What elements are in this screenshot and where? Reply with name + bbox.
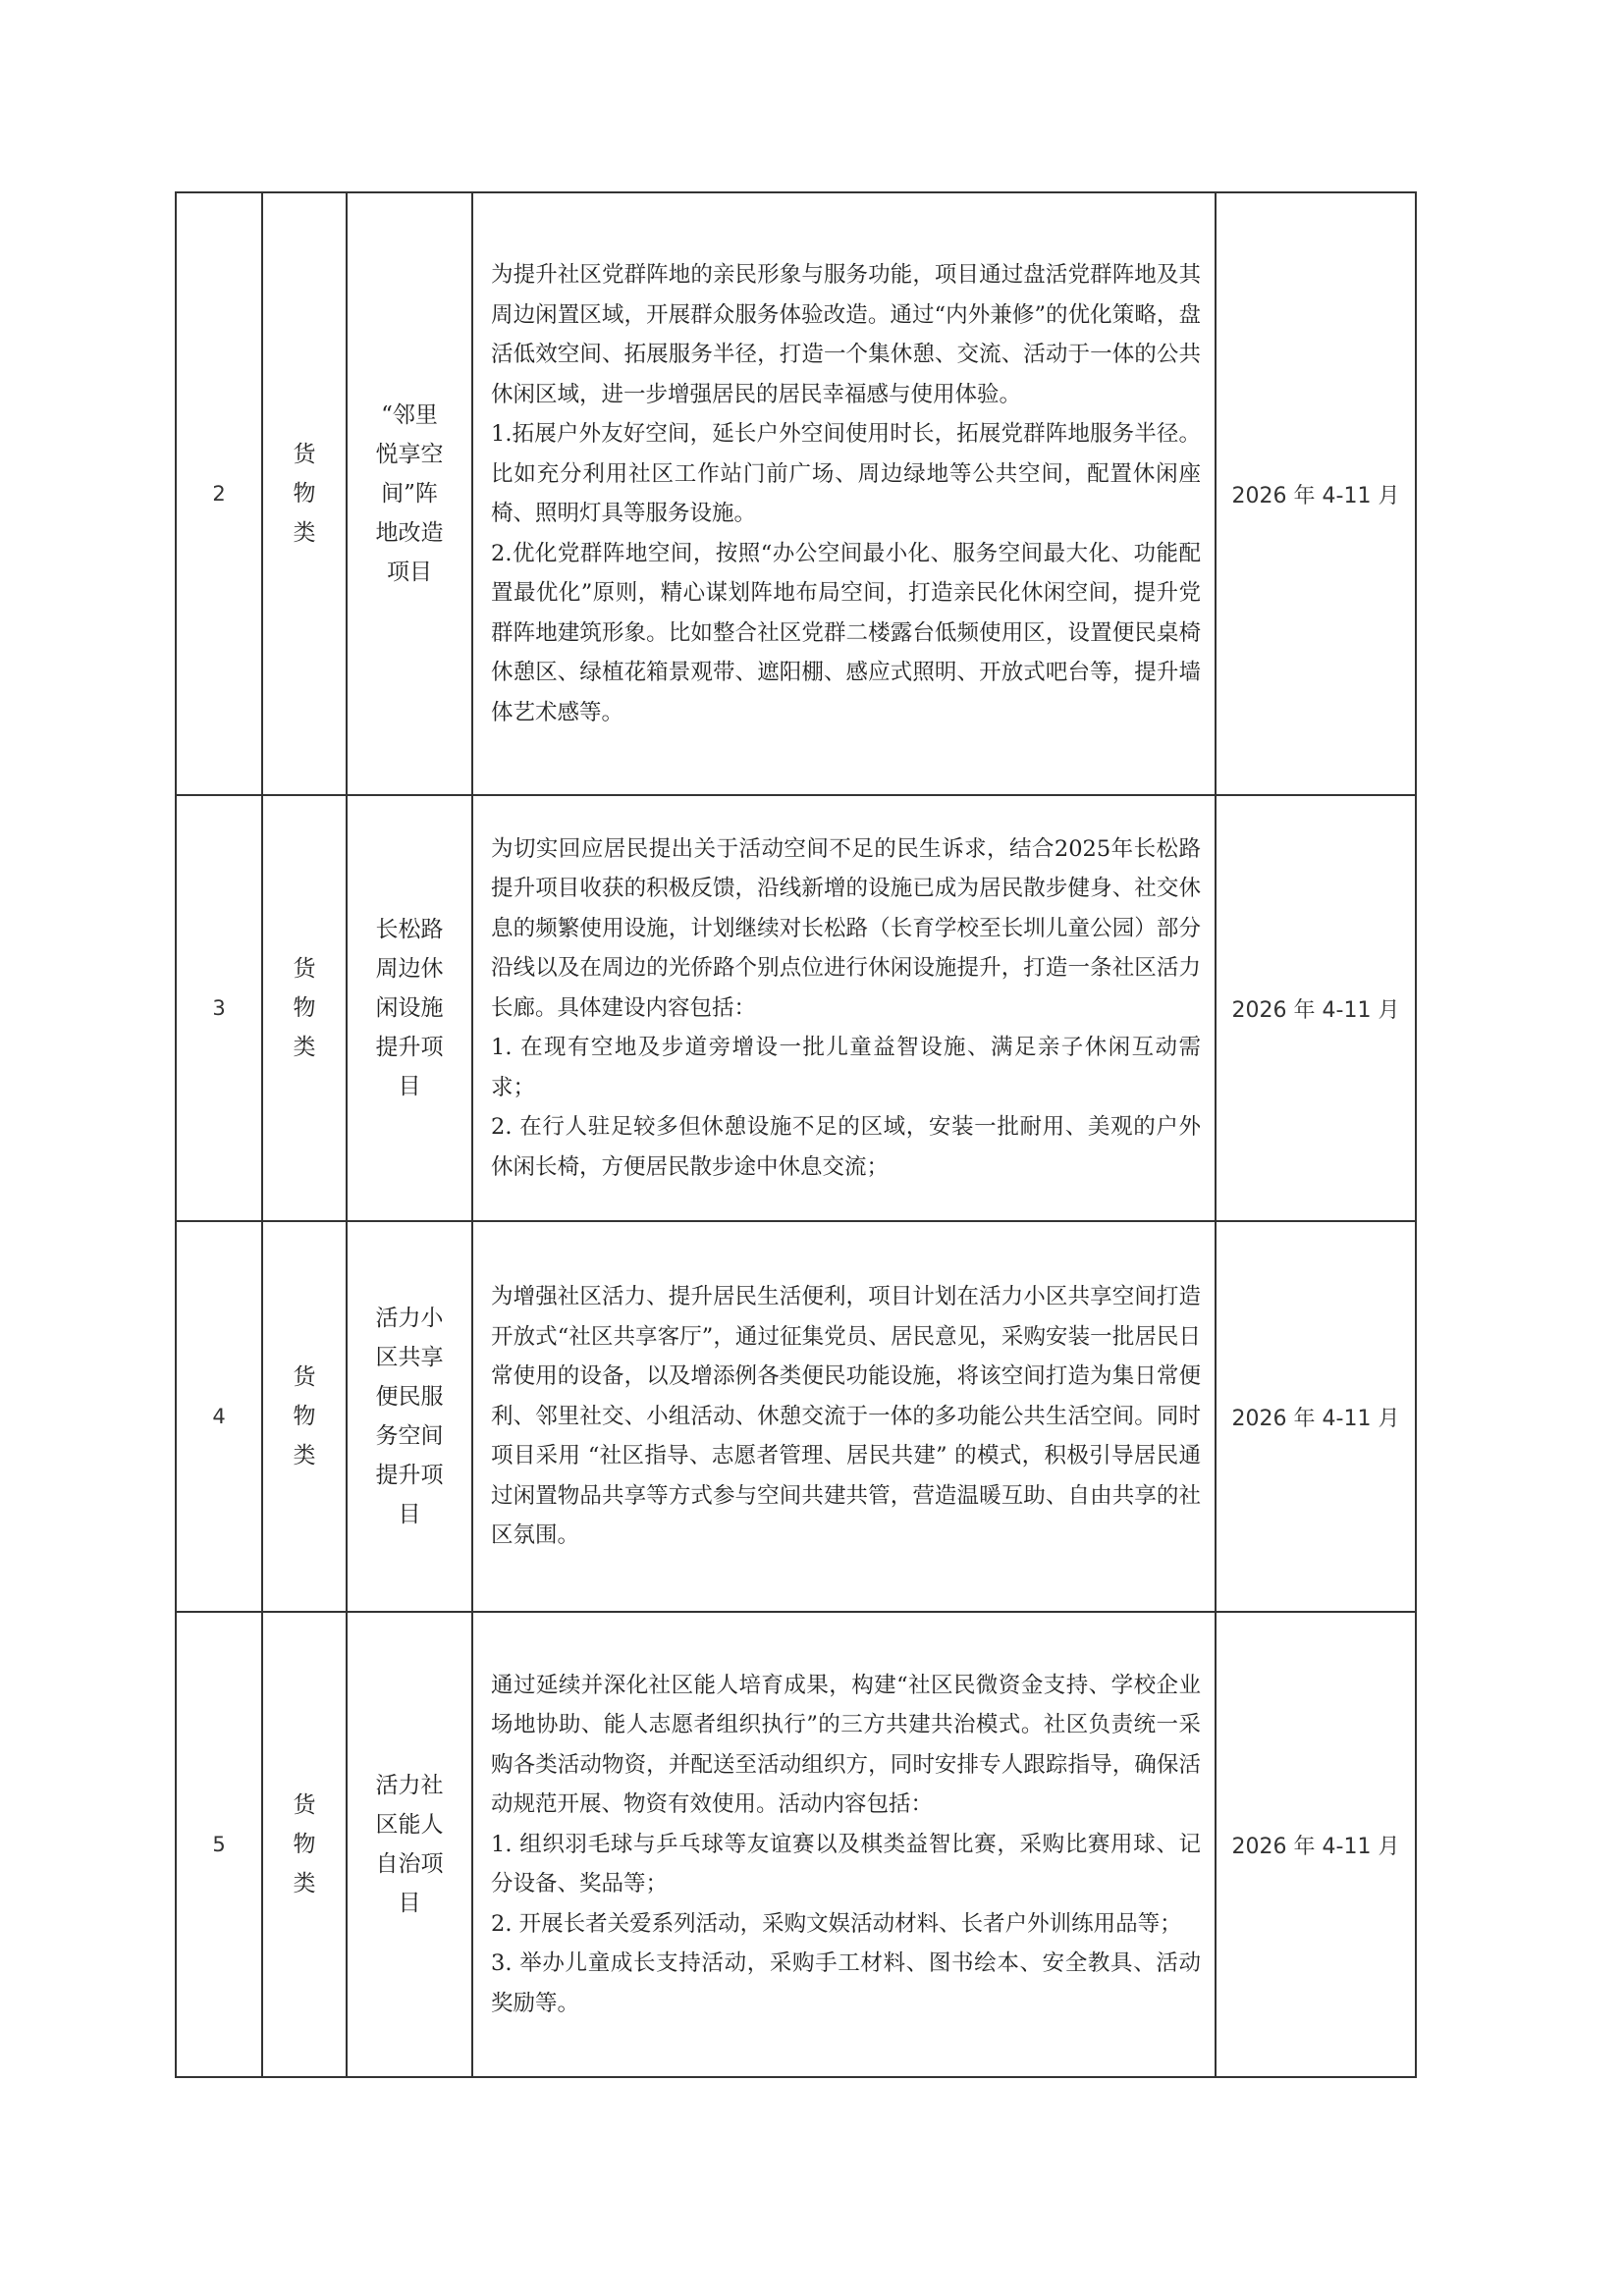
row-number: 3 — [176, 795, 262, 1221]
project-type — [262, 1221, 347, 1612]
project-table — [175, 191, 1417, 2078]
table-row — [176, 1612, 1416, 2077]
table-row — [176, 1221, 1416, 1612]
project-type-text: 货物类 — [293, 956, 316, 1060]
project-name — [347, 795, 472, 1221]
row-number: 2 — [176, 192, 262, 795]
description-paragraph: 2. 在行人驻足较多但休憩设施不足的区域，安装一批耐用、美观的户外休闲长椅，方便居民散步途中休息交流； — [491, 1114, 1201, 1180]
description-paragraph: 2.优化党群阵地空间，按照“办公空间最小化、服务空间最大化、功能配置最优化”原则，精心谋划阵地布局空间，打造亲民化休闲空间，提升党群阵地建筑形象。比如整合社区党群二楼露台低频使用区，设置便民桌椅休憩区、绿植花箱景观带、遮阳棚、感应式照明、开放式吧台等，提升墙体艺术感等。 — [491, 540, 1201, 725]
description-paragraph: 2. 开展长者关爱系列活动，采购文娱活动材料、长者户外训练用品等； — [491, 1910, 1182, 1937]
implementation-time: 2026 年 4-11 月 — [1216, 1221, 1416, 1612]
project-name-text: 活力社区能人自治项目 — [375, 1773, 444, 1916]
implementation-time: 2026 年 4-11 月 — [1216, 192, 1416, 795]
row-number: 4 — [176, 1221, 262, 1612]
project-name — [347, 1612, 472, 2077]
description-paragraph: 1.拓展户外友好空间，延长户外空间使用时长，拓展党群阵地服务半径。比如充分利用社区工作站门前广场、周边绿地等公共空间，配置休闲座椅、照明灯具等服务设施。 — [491, 421, 1201, 526]
description-paragraph: 1. 组织羽毛球与乒乓球等友谊赛以及棋类益智比赛，采购比赛用球、记分设备、奖品等； — [491, 1831, 1201, 1897]
project-type — [262, 795, 347, 1221]
project-description — [472, 1221, 1216, 1612]
description-paragraph: 3. 举办儿童成长支持活动，采购手工材料、图书绘本、安全教具、活动奖励等。 — [491, 1950, 1201, 2016]
table-row — [176, 795, 1416, 1221]
description-paragraph: 为增强社区活力、提升居民生活便利，项目计划在活力小区共享空间打造开放式“社区共享客厅”，通过征集党员、居民意见，采购安装一批居民日常使用的设备，以及增添例各类便民功能设施，将该空间打造为集日常便利、邻里社交、小组活动、休憩交流于一体的多功能公共生活空间。同时项目采用 “社区指导、志愿者管理、居民共建” 的模式，积极引导居民通过闲置物品共享等方式参与空间共建共管，营造温暖互助、自由共享的社区氛围。 — [491, 1284, 1201, 1549]
project-name — [347, 192, 472, 795]
table-row — [176, 192, 1416, 795]
project-type-text: 货物类 — [293, 1364, 316, 1468]
description-paragraph: 为提升社区党群阵地的亲民形象与服务功能，项目通过盘活党群阵地及其周边闲置区域，开展群众服务体验改造。通过“内外兼修”的优化策略，盘活低效空间、拓展服务半径，打造一个集休憩、交流、活动于一体的公共休闲区域，进一步增强居民的居民幸福感与使用体验。 — [491, 262, 1201, 407]
description-paragraph: 1. 在现有空地及步道旁增设一批儿童益智设施、满足亲子休闲互动需求； — [491, 1035, 1201, 1100]
project-name-text: 活力小区共享便民服务空间提升项目 — [375, 1306, 444, 1527]
project-description — [472, 1612, 1216, 2077]
description-paragraph: 通过延续并深化社区能人培育成果，构建“社区民微资金支持、学校企业场地协助、能人志愿者组织执行”的三方共建共治模式。社区负责统一采购各类活动物资，并配送至活动组织方，同时安排专人跟踪指导，确保活动规范开展、物资有效使用。活动内容包括： — [491, 1672, 1201, 1818]
project-type-text: 货物类 — [293, 1792, 316, 1896]
project-description — [472, 795, 1216, 1221]
project-name — [347, 1221, 472, 1612]
description-paragraph: 为切实回应居民提出关于活动空间不足的民生诉求，结合2025年长松路提升项目收获的积极反馈，沿线新增的设施已成为居民散步健身、社交休息的频繁使用设施，计划继续对长松路（长育学校至长圳儿童公园）部分沿线以及在周边的光侨路个别点位进行休闲设施提升，打造一条社区活力长廊。具体建设内容包括： — [491, 835, 1201, 1021]
project-name-text: 长松路周边休闲设施提升项目 — [375, 917, 444, 1099]
project-description — [472, 192, 1216, 795]
project-type — [262, 1612, 347, 2077]
project-name-text: “邻里悦享空间”阵地改造项目 — [375, 402, 444, 585]
project-type-text: 货物类 — [293, 442, 316, 546]
implementation-time: 2026 年 4-11 月 — [1216, 1612, 1416, 2077]
project-type — [262, 192, 347, 795]
implementation-time: 2026 年 4-11 月 — [1216, 795, 1416, 1221]
row-number: 5 — [176, 1612, 262, 2077]
